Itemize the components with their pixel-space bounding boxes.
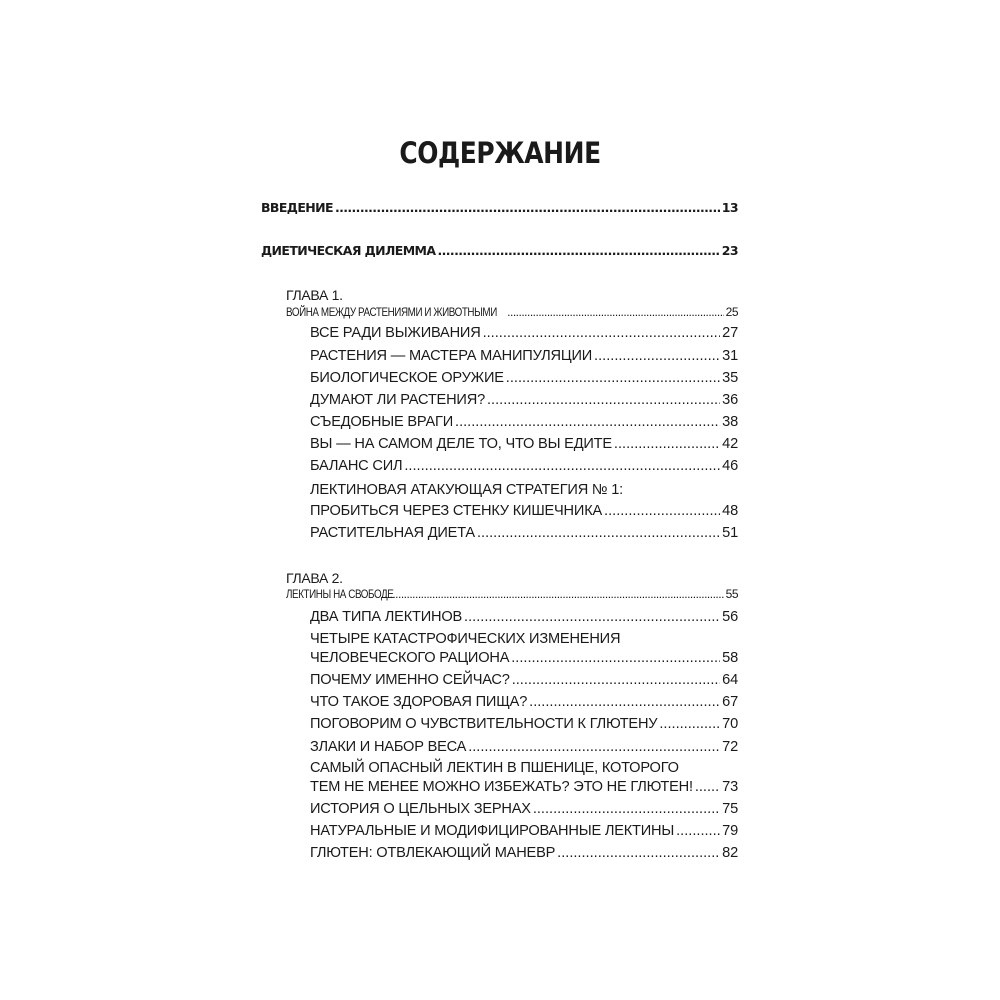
toc-subentry[interactable] [310,348,738,364]
toc-page-number: 82 [722,845,738,861]
toc-entry-label: ДИЕТИЧЕСКАЯ ДИЛЕММА [261,243,436,258]
toc-entry-label: ЛЕКТИНЫ НА СВОБОДЕ [286,587,394,601]
toc-entry-label: ИСТОРИЯ О ЦЕЛЬНЫХ ЗЕРНАХ [310,801,531,817]
toc-entry-label: ЗЛАКИ И НАБОР ВЕСА [310,739,467,755]
toc-page-number: 42 [722,436,738,452]
toc-entry-label: ЧЕЛОВЕЧЕСКОГО РАЦИОНА [310,650,510,666]
toc-entry-label: ТЕМ НЕ МЕНЕЕ МОЖНО ИЗБЕЖАТЬ? ЭТО НЕ ГЛЮТЕН! [310,779,693,795]
toc-subentry[interactable] [310,370,738,386]
toc-subentry[interactable] [310,609,738,625]
toc-entry-label: ПОЧЕМУ ИМЕННО СЕЙЧАС? [310,672,510,688]
dot-leader [676,823,720,839]
chapter-number: ГЛАВА 2. [286,570,343,586]
toc-subentry[interactable] [310,779,738,795]
toc-entry-label: ПРОБИТЬСЯ ЧЕРЕЗ СТЕНКУ КИШЕЧНИКА [310,503,603,519]
toc-subentry[interactable] [310,650,738,666]
toc-entry-label: НАТУРАЛЬНЫЕ И МОДИФИЦИРОВАННЫЕ ЛЕКТИНЫ [310,823,675,839]
dot-leader [477,525,720,541]
toc-subentry[interactable] [310,739,738,755]
toc-section-intro[interactable] [261,200,738,215]
toc-entry-label: ДУМАЮТ ЛИ РАСТЕНИЯ? [310,392,485,408]
toc-page-number: 38 [722,414,738,430]
dot-leader [404,458,720,474]
toc-subentry[interactable] [310,325,738,341]
toc-entry-label: БАЛАНС СИЛ [310,458,403,474]
toc-entry-label: ВВЕДЕНИЕ [261,200,333,215]
toc-page-number: 35 [722,370,738,386]
dot-leader [487,392,720,408]
toc-entry-label: ДВА ТИПА ЛЕКТИНОВ [310,609,463,625]
dot-leader [381,587,724,601]
dot-leader [483,325,721,341]
dot-leader [594,348,720,364]
toc-subentry-first-line[interactable]: САМЫЙ ОПАСНЫЙ ЛЕКТИН В ПШЕНИЦЕ, КОТОРОГО [310,760,679,776]
dot-leader [604,503,720,519]
toc-subentry[interactable] [310,716,738,732]
dot-leader [511,650,720,666]
dot-leader [529,694,720,710]
toc-page-number: 46 [722,458,738,474]
toc-page-number: 72 [722,739,738,755]
toc-entry-label: ПОГОВОРИМ О ЧУВСТВИТЕЛЬНОСТИ К ГЛЮТЕНУ [310,716,658,732]
toc-subentry[interactable] [310,458,738,474]
toc-subentry[interactable] [310,392,738,408]
toc-entry-label: ЧТО ТАКОЕ ЗДОРОВАЯ ПИЩА? [310,694,528,710]
page-title: СОДЕРЖАНИЕ [399,136,601,170]
toc-subentry-first-line[interactable]: ЧЕТЫРЕ КАТАСТРОФИЧЕСКИХ ИЗМЕНЕНИЯ [310,631,621,647]
toc-page-number: 55 [725,587,738,601]
dot-leader [468,739,720,755]
dot-leader [455,414,720,430]
toc-subentry[interactable] [310,823,738,839]
toc-page-number: 64 [722,672,738,688]
toc-subentry[interactable] [310,672,738,688]
toc-page-number: 25 [725,305,738,319]
dot-leader [695,779,720,795]
chapter-number: ГЛАВА 1. [286,287,343,303]
dot-leader [506,370,720,386]
toc-page-number: 23 [721,243,738,258]
dot-leader [512,672,720,688]
toc-entry-label: РАСТЕНИЯ — МАСТЕРА МАНИПУЛЯЦИИ [310,348,593,364]
toc-page-number: 75 [722,801,738,817]
toc-page-number: 31 [722,348,738,364]
toc-page-number: 27 [722,325,738,341]
toc-subentry[interactable] [310,503,738,519]
toc-subentry[interactable] [310,694,738,710]
toc-subentry[interactable] [310,845,738,861]
dot-leader [507,305,723,319]
toc-entry-label: ВОЙНА МЕЖДУ РАСТЕНИЯМИ И ЖИВОТНЫМИ [286,305,497,319]
dot-leader [437,243,719,258]
toc-subentry[interactable] [310,436,738,452]
toc-chapter-1[interactable] [286,305,738,319]
toc-section-dilemma[interactable] [261,243,738,258]
toc-page-number: 51 [722,525,738,541]
toc-entry-label: ГЛЮТЕН: ОТВЛЕКАЮЩИЙ МАНЕВР [310,845,556,861]
toc-page-number: 36 [722,392,738,408]
toc-page-number: 48 [722,503,738,519]
dot-leader [614,436,720,452]
toc-page-number: 70 [722,716,738,732]
toc-subentry[interactable] [310,414,738,430]
toc-entry-label: БИОЛОГИЧЕСКОЕ ОРУЖИЕ [310,370,504,386]
toc-page-number: 56 [722,609,738,625]
toc-entry-label: СЪЕДОБНЫЕ ВРАГИ [310,414,454,430]
toc-entry-label: РАСТИТЕЛЬНАЯ ДИЕТА [310,525,475,541]
toc-entry-label: ВСЕ РАДИ ВЫЖИВАНИЯ [310,325,481,341]
dot-leader [557,845,720,861]
dot-leader [335,200,720,215]
toc-subentry[interactable] [310,801,738,817]
dot-leader [659,716,720,732]
toc-page-number: 58 [722,650,738,666]
toc-subentry[interactable] [310,525,738,541]
dot-leader [464,609,720,625]
toc-subentry-first-line[interactable]: ЛЕКТИНОВАЯ АТАКУЮЩАЯ СТРАТЕГИЯ № 1: [310,482,623,498]
toc-page-number: 67 [722,694,738,710]
toc-page-number: 79 [722,823,738,839]
dot-leader [533,801,720,817]
toc-page-number: 73 [722,779,738,795]
toc-entry-label: ВЫ — НА САМОМ ДЕЛЕ ТО, ЧТО ВЫ ЕДИТЕ [310,436,612,452]
toc-chapter-2[interactable] [286,587,738,601]
toc-page-number: 13 [721,200,738,215]
